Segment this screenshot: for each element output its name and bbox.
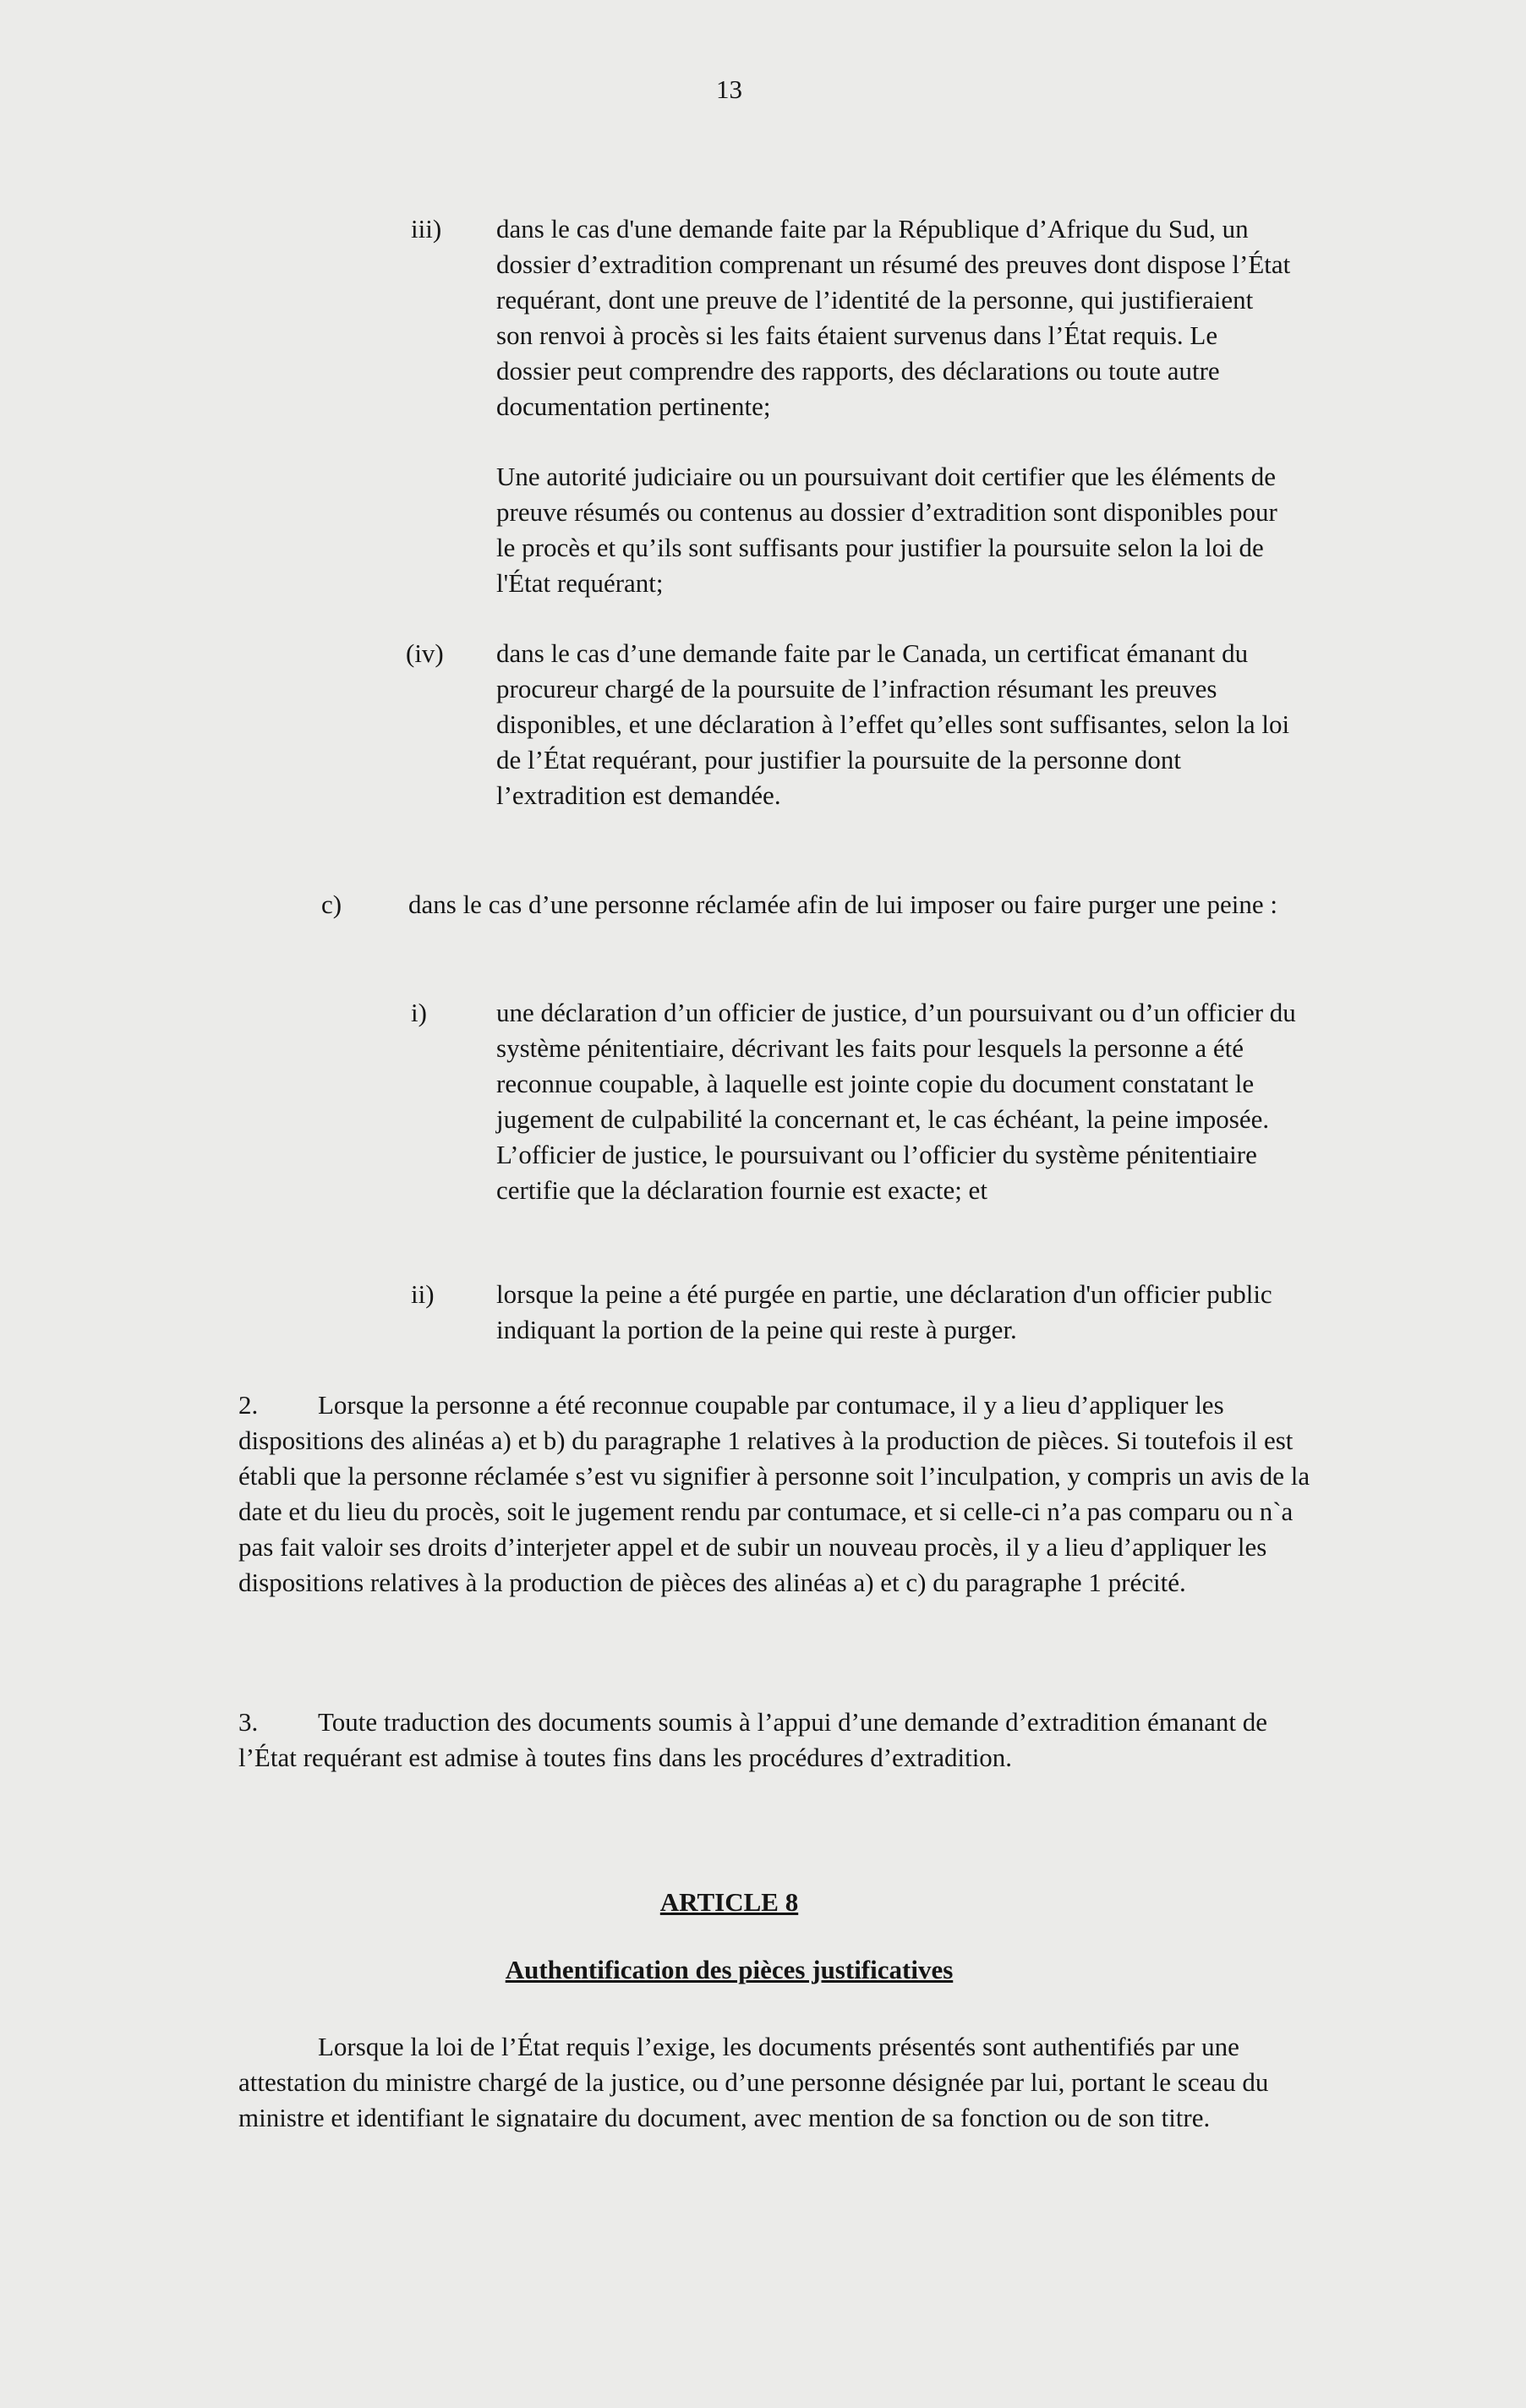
item-text-c-ii: lorsque la peine a été purgée en partie, une déclaration d'un officier public indiquant la portion de la peine qui reste à purger.: [496, 1279, 1272, 1344]
article-heading: ARTICLE 8: [659, 1887, 799, 1917]
article-body: Lorsque la loi de l’État requis l’exige, les documents présentés sont authentifiés par une attestation du ministre chargé de la justice, ou d’une personne désignée par lui, portant le sceau du ministre et identifiant le signataire du document, avec mention de sa fonction ou de son titre.: [238, 2032, 1269, 2132]
item-text-iii: dans le cas d'une demande faite par la République d’Afrique du Sud, un dossier d’extradition comprenant un résumé des preuves dont dispose l’État requérant, dont une preuve de l’identité de la personne, qui justifieraient son renvoi à procès si les faits étaient survenus dans l’État requis. Le dossier peut comprendre des rapports, des déclarations ou toute autre documentation pertinente;: [496, 214, 1291, 421]
item-label-c: c): [321, 889, 342, 919]
item-label-c-ii: ii): [411, 1279, 435, 1309]
item-text-c: dans le cas d’une personne réclamée afin de lui imposer ou faire purger une peine :: [408, 889, 1278, 919]
item-text-iv: dans le cas d’une demande faite par le Canada, un certificat émanant du procureur chargé de la poursuite de l’infraction résumant les preuves disponibles, et une déclaration à l’effet qu’elles sont suffisantes, selon la loi de l’État requérant, pour justifier la poursuite de la personne dont l’extradition est demandée.: [496, 638, 1290, 810]
item-text-iii-continuation: Une autorité judiciaire ou un poursuivant doit certifier que les éléments de preuve résumés ou contenus au dossier d’extradition sont disponibles pour le procès et qu’ils sont suffisants pour justifier la poursuite selon la loi de l'État requérant;: [496, 462, 1277, 598]
item-text-c-i: une déclaration d’un officier de justice, d’un poursuivant ou d’un officier du système pénitentiaire, décrivant les faits pour lesquels la personne a été reconnue coupable, à laquelle est jointe copie du document constatant le jugement de culpabilité la concernant et, le cas échéant, la peine imposée. L’officier de justice, le poursuivant ou l’officier du système pénitentiaire certifie que la déclaration fournie est exacte; et: [496, 998, 1296, 1205]
paragraph-3-text: Toute traduction des documents soumis à l’appui d’une demande d’extradition émanant de l’État requérant est admise à toutes fins dans les procédures d’extradition.: [238, 1707, 1267, 1772]
item-label-iii: iii): [411, 214, 442, 244]
page-number: 13: [716, 74, 742, 104]
paragraph-2-text: Lorsque la personne a été reconnue coupable par contumace, il y a lieu d’appliquer les dispositions des alinéas a) et b) du paragraphe 1 relatives à la production de pièces. Si toutefois il est établi que la personne réclamée s’est vu signifier à personne soit l’inculpation, y compris un avis de la date et du lieu du procès, soit le jugement rendu par contumace, et si celle-ci n’a pas comparu ou n`a pas fait valoir ses droits d’interjeter appel et de subir un nouveau procès, il y a lieu d’appliquer les dispositions relatives à la production de pièces des alinéas a) et c) du paragraphe 1 précité.: [238, 1390, 1310, 1597]
item-label-c-i: i): [411, 998, 427, 1027]
paragraph-3: [238, 1705, 1312, 1776]
item-label-iv: (iv): [406, 638, 444, 668]
paragraph-2: [238, 1387, 1312, 1601]
article-subheading: Authentification des pièces justificatives: [505, 1955, 954, 1984]
paragraph-3-label: 3.: [238, 1707, 259, 1737]
paragraph-2-label: 2.: [238, 1390, 259, 1420]
